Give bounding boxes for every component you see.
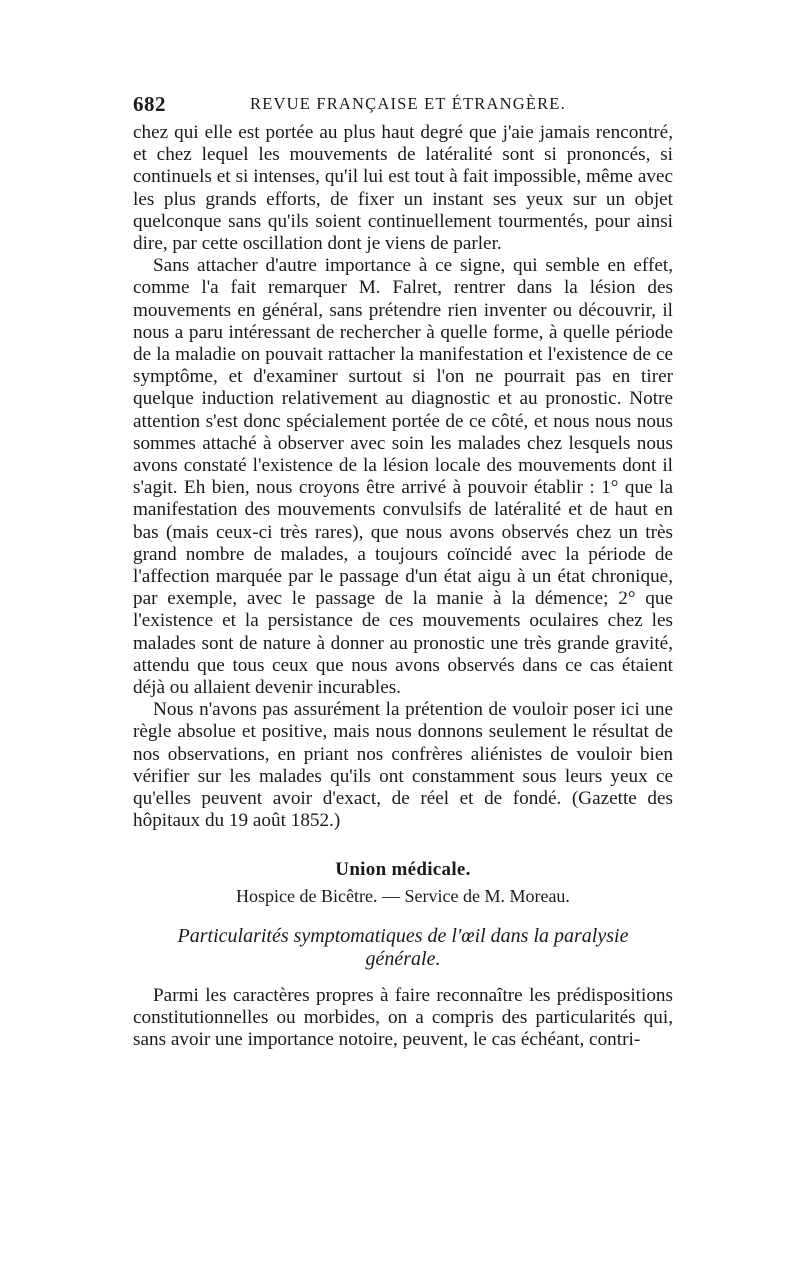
- article-title-line-1: Particularités symptomatiques de l'œil dans la paralysie: [177, 924, 629, 947]
- page-number: 682: [133, 92, 166, 116]
- paragraph-continuation: chez qui elle est portée au plus haut degré que j'aie jamais rencontré, et chez lequel les mouvements de latéralité sont si prononcés, si continuels et si intenses, qu'il lui est tout à fait impossible, même avec les plus grands efforts, de fixer un instant ses yeux sur un objet quelconque sans qu'ils soient continuellement tourmentés, pour ainsi dire, par cette oscillation dont je viens de parler.: [133, 122, 673, 255]
- page-header: [133, 92, 673, 122]
- body-text: [133, 122, 673, 1052]
- article-title: [133, 925, 673, 971]
- book-page: [133, 92, 673, 1052]
- paragraph-article-start: Parmi les caractères propres à faire reconnaître les prédispositions constitutionnelles ou morbides, on a compris des particularités qui, sans avoir une importance notoire, peuvent, le cas échéant, contri-: [133, 984, 673, 1051]
- paragraph-falret: Sans attacher d'autre importance à ce signe, qui semble en effet, comme l'a fait remarquer M. Falret, rentrer dans la lésion des mouvements en général, sans prétendre rien inventer ou découvrir, il nous a paru intéressant de rechercher à quelle forme, à quelle période de la maladie on pouvait rattacher la manifestation et l'existence de ce symptôme, et d'examiner surtout si l'on ne pourrait pas en tirer quelque induction relativement au diagnostic et au pronostic. Notre attention s'est donc spécialement portée de ce côté, et nous nous nous sommes attaché à observer avec soin les malades chez lesquels nous avons constaté l'existence de la lésion locale des mouvements dont il s'agit. Eh bien, nous croyons être arrivé à pouvoir établir : 1° que la manifestation des mouvements convulsifs de latéralité et de haut en bas (mais ceux-ci très rares), que nous avons observés chez un très grand nombre de malades, a toujours coïncidé avec la période de l'affection marquée par le passage d'un état aigu à un état chronique, par exemple, avec le passage de la manie à la démence; 2° que l'existence et la persistance de ces mouvements oculaires chez les malades sont de nature à donner au pronostic une très grande gravité, attendu que tous ceux que nous avons observés dans ce cas étaient déjà ou allaient devenir incurables.: [133, 255, 673, 699]
- article-title-line-2: générale.: [365, 947, 441, 970]
- running-head: REVUE FRANÇAISE ET ÉTRANGÈRE.: [250, 94, 566, 113]
- section-title: Union médicale.: [335, 858, 471, 880]
- section-subtitle: Hospice de Bicêtre. — Service de M. Moreau.: [236, 885, 570, 906]
- paragraph-conclusion: Nous n'avons pas assurément la prétention de vouloir poser ici une règle absolue et positive, mais nous donnons seulement le résultat de nos observations, en priant nos confrères aliénistes de vouloir bien vérifier sur les malades qu'ils ont constamment sous leurs yeux ce qu'elles peuvent avoir d'exact, de réel et de fondé. (Gazette des hôpitaux du 19 août 1852.): [133, 699, 673, 832]
